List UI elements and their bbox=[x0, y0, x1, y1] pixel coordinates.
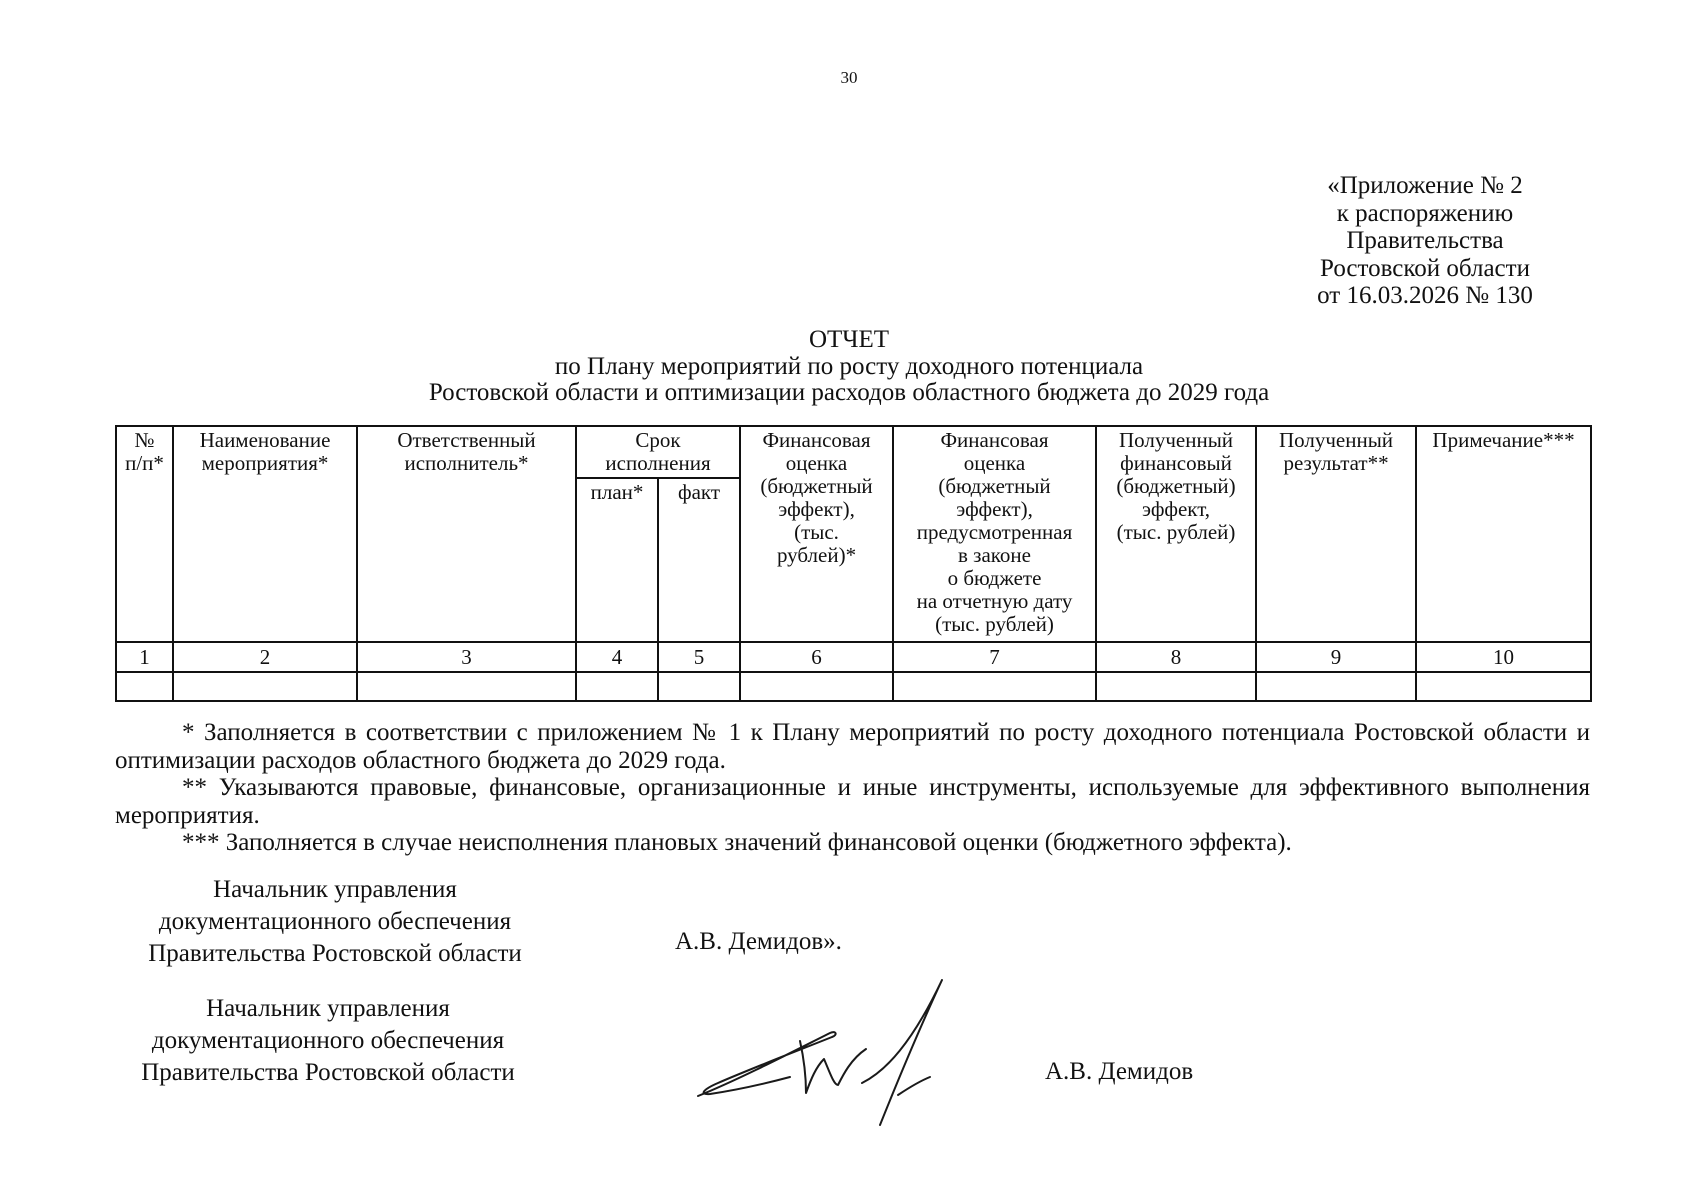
table-cell bbox=[893, 672, 1096, 701]
signature-title-line: документационного обеспечения bbox=[151, 1027, 505, 1054]
footnote: * Заполняется в соответствии с приложением № 1 к Плану мероприятий по росту доходного потенциала Ростовской области и оптимизации расходов областного бюджета до 2029 года. bbox=[115, 719, 1590, 774]
header-line: финансовый bbox=[1120, 451, 1232, 475]
table-cell bbox=[576, 672, 658, 701]
header-line: о бюджете bbox=[947, 566, 1042, 590]
appendix-line: Правительства bbox=[1346, 227, 1504, 254]
header-line: п/п* bbox=[125, 451, 164, 475]
header-line: оценка bbox=[785, 451, 848, 475]
table-row bbox=[116, 672, 1591, 701]
table-cell bbox=[740, 672, 893, 701]
header-line: исполнения bbox=[605, 451, 711, 475]
header-line: Полученный bbox=[1278, 428, 1394, 452]
header-line: эффект), bbox=[778, 497, 855, 521]
header-line: рублей)* bbox=[776, 543, 857, 567]
header-line: в законе bbox=[958, 543, 1031, 567]
header-note bbox=[1416, 426, 1591, 642]
signatory-name: А.В. Демидов». bbox=[675, 928, 842, 955]
table-cell bbox=[1096, 672, 1256, 701]
report-title: ОТЧЕТ bbox=[808, 326, 890, 353]
header-plan: план* bbox=[576, 478, 658, 642]
signature-title-line: Правительства Ростовской области bbox=[141, 1059, 515, 1086]
footnote: *** Заполняется в случае неисполнения плановых значений финансовой оценки (бюджетного эффекта). bbox=[182, 829, 1292, 856]
header-line: (бюджетный) bbox=[1116, 474, 1236, 498]
table-cell bbox=[658, 672, 740, 701]
signature-title-line: Начальник управления bbox=[206, 995, 450, 1022]
header-name bbox=[173, 426, 357, 642]
handwritten-signature-icon bbox=[690, 975, 980, 1135]
header-line: эффект, bbox=[1141, 497, 1211, 521]
column-number: 3 bbox=[357, 642, 576, 672]
appendix-line: «Приложение № 2 bbox=[1327, 172, 1523, 199]
signature-title-block bbox=[115, 874, 555, 970]
table-cell bbox=[173, 672, 357, 701]
appendix-line: от 16.03.2026 № 130 bbox=[1317, 282, 1533, 309]
signature-title-line: документационного обеспечения bbox=[158, 908, 512, 935]
report-title-block bbox=[0, 327, 1698, 407]
column-number: 5 bbox=[658, 642, 740, 672]
header-line: оценка bbox=[963, 451, 1026, 475]
header-line: (тыс. bbox=[794, 520, 839, 544]
column-number: 10 bbox=[1416, 642, 1591, 672]
header-line: (бюджетный bbox=[938, 474, 1051, 498]
column-number: 4 bbox=[576, 642, 658, 672]
table-cell bbox=[357, 672, 576, 701]
header-line: исполнитель* bbox=[404, 451, 529, 475]
header-line: (бюджетный bbox=[760, 474, 873, 498]
header-result bbox=[1256, 426, 1416, 642]
header-fact: факт bbox=[658, 478, 740, 642]
header-line: результат** bbox=[1283, 451, 1389, 475]
report-subtitle-line: по Плану мероприятий по росту доходного потенциала bbox=[554, 352, 1144, 380]
column-number: 8 bbox=[1096, 642, 1256, 672]
footnote: ** Указываются правовые, финансовые, организационные и иные инструменты, используемые для эффективного выполнения мероприятия. bbox=[115, 774, 1590, 829]
report-table bbox=[115, 425, 1592, 702]
signature-title-line: Начальник управления bbox=[213, 876, 457, 903]
table-cell bbox=[1256, 672, 1416, 701]
appendix-line: Ростовской области bbox=[1320, 254, 1530, 282]
footnotes bbox=[115, 719, 1590, 857]
table-cell bbox=[1416, 672, 1591, 701]
header-num bbox=[116, 426, 173, 642]
header-fin-eval-law bbox=[893, 426, 1096, 642]
header-line: Полученный bbox=[1118, 428, 1234, 452]
column-number-row bbox=[116, 642, 1591, 672]
page-number: 30 bbox=[840, 68, 858, 87]
header-line: № bbox=[134, 428, 155, 452]
signature-title-line: Правительства Ростовской области bbox=[148, 940, 522, 967]
header-row-1 bbox=[116, 426, 1591, 478]
table-cell bbox=[116, 672, 173, 701]
header-line: предусмотренная bbox=[916, 520, 1073, 544]
appendix-note bbox=[1250, 172, 1600, 310]
header-line: (тыс. рублей) bbox=[935, 612, 1054, 636]
header-fin-received bbox=[1096, 426, 1256, 642]
column-number: 9 bbox=[1256, 642, 1416, 672]
header-line: (тыс. рублей) bbox=[1116, 520, 1236, 544]
appendix-line: к распоряжению bbox=[1336, 199, 1514, 227]
column-number: 6 bbox=[740, 642, 893, 672]
header-line: Наименование bbox=[199, 428, 331, 452]
signatory-name: А.В. Демидов bbox=[1045, 1058, 1194, 1085]
column-number: 1 bbox=[116, 642, 173, 672]
header-line: Примечание*** bbox=[1432, 428, 1575, 452]
header-deadline bbox=[576, 426, 740, 478]
header-line: на отчетную дату bbox=[916, 589, 1073, 613]
column-number: 2 bbox=[173, 642, 357, 672]
header-line: Финансовая bbox=[940, 428, 1049, 452]
signature-title-block bbox=[108, 993, 548, 1089]
report-subtitle-line: Ростовской области и оптимизации расходов областного бюджета до 2029 года bbox=[428, 379, 1270, 406]
header-line: Финансовая bbox=[762, 428, 871, 452]
header-fin-eval bbox=[740, 426, 893, 642]
header-executor bbox=[357, 426, 576, 642]
header-line: Срок bbox=[635, 428, 681, 452]
header-line: эффект), bbox=[956, 497, 1033, 521]
header-line: Ответственный bbox=[397, 428, 536, 452]
column-number: 7 bbox=[893, 642, 1096, 672]
header-line: мероприятия* bbox=[201, 451, 329, 475]
